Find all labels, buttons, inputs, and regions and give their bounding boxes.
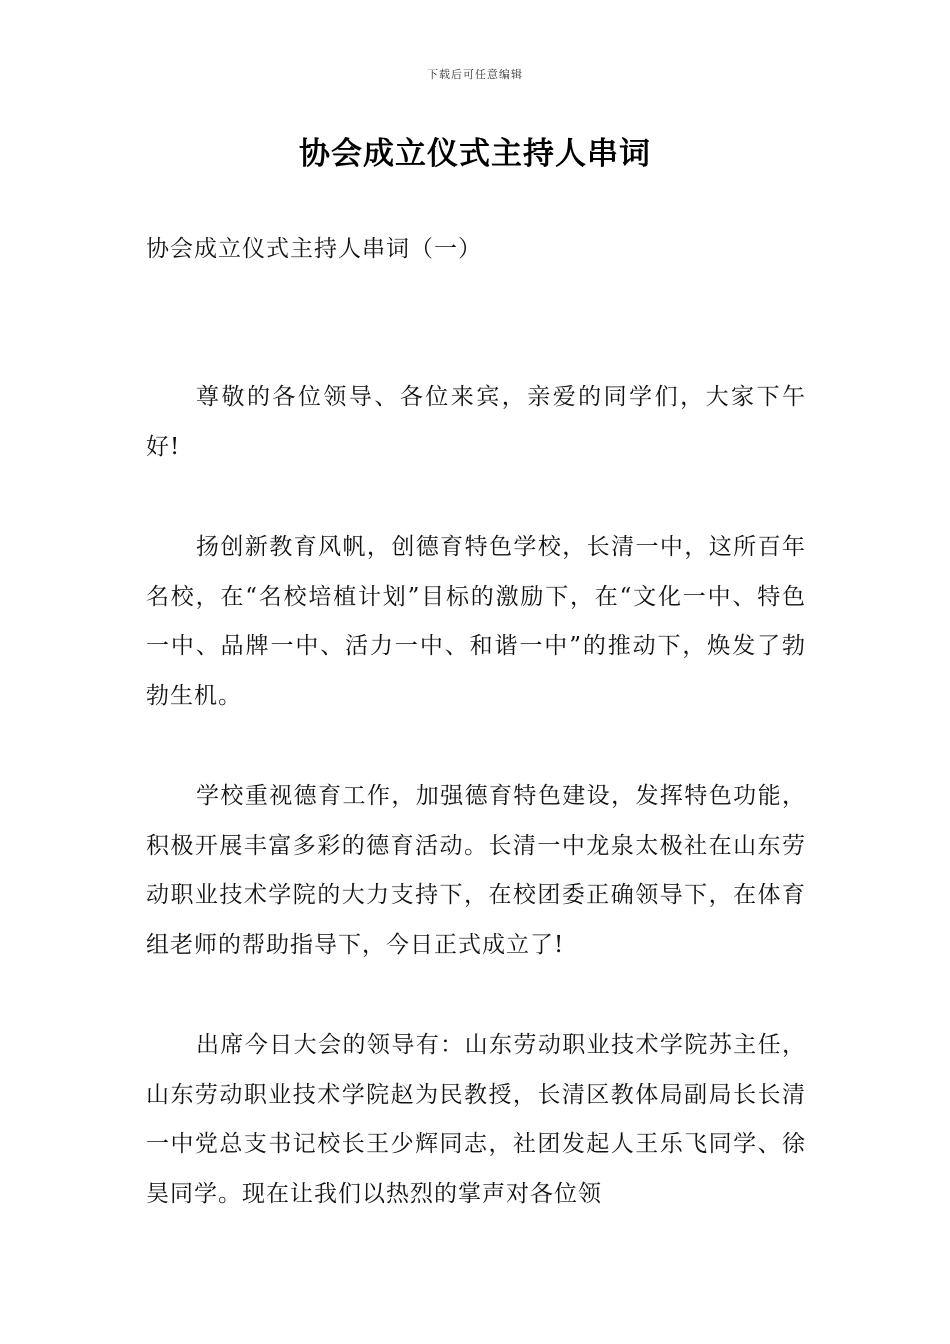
paragraph-club-founding: 学校重视德育工作，加强德育特色建设，发挥特色功能，积极开展丰富多彩的德育活动。长清一中龙泉太极社在山东劳动职业技术学院的大力支持下，在校团委正确领导下，在体育组老师的帮助指导下，今日正式成立了! <box>146 783 806 958</box>
paragraph-school-intro: 扬创新教育风帆，创德育特色学校，长清一中，这所百年名校，在“名校培植计划”目标的激励下，在“文化一中、特色一中、品牌一中、活力一中、和谐一中”的推动下，焕发了勃勃生机。 <box>146 534 806 709</box>
header-note: 下载后可任意编辑 <box>427 68 523 81</box>
paragraph-greeting: 尊敬的各位领导、各位来宾，亲爱的同学们，大家下午好! <box>146 384 806 460</box>
document-subtitle: 协会成立仪式主持人串词（一） <box>146 236 482 262</box>
document-title: 协会成立仪式主持人串词 <box>299 136 651 172</box>
paragraph-attendees: 出席今日大会的领导有：山东劳动职业技术学院苏主任，山东劳动职业技术学院赵为民教授，长清区教体局副局长长清一中党总支书记校长王少辉同志，社团发起人王乐飞同学、徐昊同学。现在让我们以热烈的掌声对各位领 <box>146 1032 806 1207</box>
